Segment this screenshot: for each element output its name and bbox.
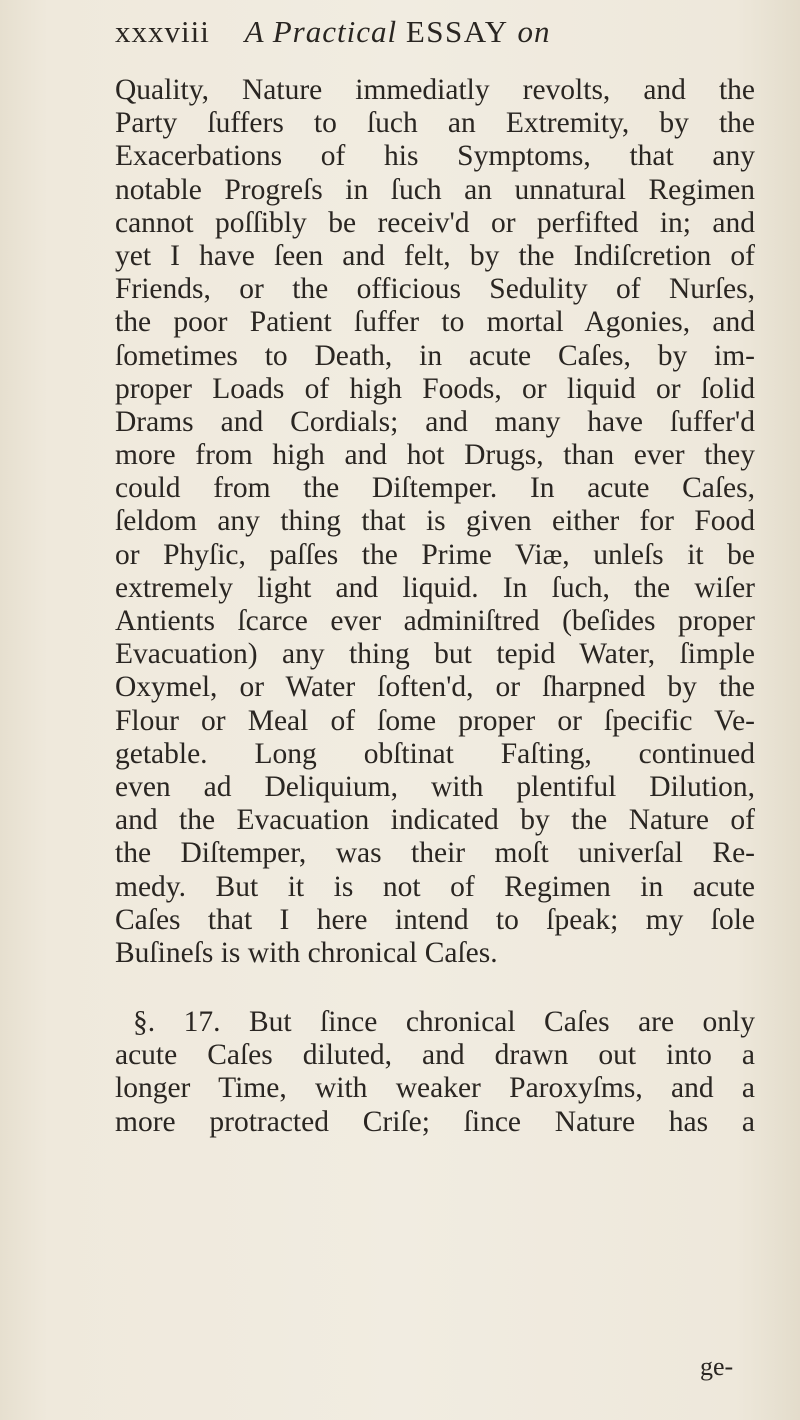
text-line: longer Time, with weaker Paroxyſms, and a	[115, 1072, 755, 1105]
text-line: Exacerbations of his Symptoms, that any	[115, 140, 755, 173]
text-line: medy. But it is not of Regimen in acute	[115, 870, 755, 903]
text-line: cannot poſſibly be receiv'd or perfifted in; and	[115, 206, 755, 239]
text-line: or Phyſic, paſſes the Prime Viæ, unleſs it be	[115, 538, 755, 571]
header-title-italic: A Practical	[244, 14, 398, 49]
paragraph-2	[115, 1006, 755, 1139]
text-line: Evacuation) any thing but tepid Water, ſimple	[115, 638, 755, 671]
text-line: Party ſuffers to ſuch an Extremity, by the	[115, 107, 755, 140]
text-line: even ad Deliquium, with plentiful Dilution,	[115, 770, 755, 803]
text-line: more from high and hot Drugs, than ever they	[115, 439, 755, 472]
paragraph-1	[115, 74, 755, 970]
running-header	[115, 14, 715, 50]
text-line: §. 17. But ſince chronical Caſes are only	[133, 1006, 755, 1039]
text-line: ſometimes to Death, in acute Caſes, by im-	[115, 339, 755, 372]
text-line: the poor Patient ſuffer to mortal Agonies, and	[115, 306, 755, 339]
text-line: more protracted Criſe; ſince Nature has a	[115, 1105, 755, 1138]
text-line: could from the Diſtemper. In acute Caſes,	[115, 472, 755, 505]
text-line: Buſineſs is with chronical Caſes.	[115, 936, 498, 969]
text-line: Flour or Meal of ſome proper or ſpecific Ve-	[115, 704, 755, 737]
header-title-on: on	[517, 14, 551, 49]
body-text	[115, 74, 755, 1139]
text-line: notable Progreſs in ſuch an unnatural Regimen	[115, 173, 755, 206]
text-line: the Diſtemper, was their moſt univerſal Re-	[115, 837, 755, 870]
text-line: Antients ſcarce ever adminiſtred (beſides proper	[115, 605, 755, 637]
text-line: ſeldom any thing that is given either for Food	[115, 505, 755, 538]
text-line: Drams and Cordials; and many have ſuffer'd	[115, 405, 755, 438]
text-line: extremely light and liquid. In ſuch, the wiſer	[115, 571, 755, 604]
text-line: yet I have ſeen and felt, by the Indiſcretion of	[115, 239, 755, 272]
header-title-caps: ESSAY	[405, 14, 509, 49]
text-line: Caſes that I here intend to ſpeak; my ſole	[115, 903, 755, 936]
text-line: getable. Long obſtinat Faſting, continued	[115, 737, 755, 770]
text-line: Quality, Nature immediatly revolts, and the	[115, 74, 755, 106]
paragraph-gap	[115, 970, 755, 1006]
text-line: Friends, or the officious Sedulity of Nurſes,	[115, 273, 755, 306]
text-line: proper Loads of high Foods, or liquid or ſolid	[115, 372, 755, 405]
text-line: and the Evacuation indicated by the Nature of	[115, 804, 755, 837]
text-line: Oxymel, or Water ſoften'd, or ſharpned by the	[115, 671, 755, 704]
catchword: ge-	[700, 1352, 734, 1381]
page-number: xxxviii	[115, 14, 210, 49]
text-line: acute Caſes diluted, and drawn out into a	[115, 1039, 755, 1072]
